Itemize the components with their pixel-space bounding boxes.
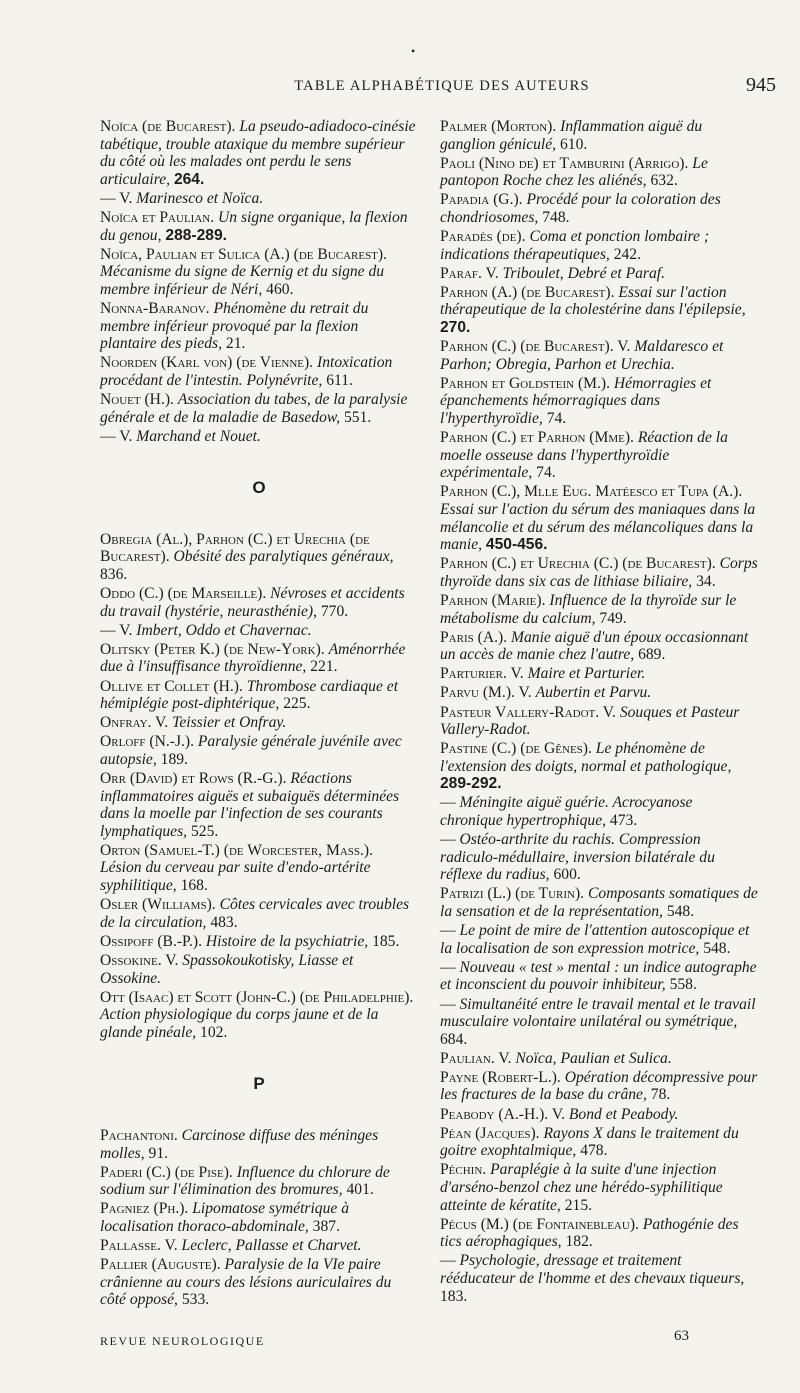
entry-page: 748. [542, 208, 570, 226]
entry-author: Paraf. V. [440, 264, 499, 282]
entry-author: — [440, 995, 456, 1013]
entry-author: Pastine (C.) (de Gênes). [440, 740, 592, 758]
index-entry [100, 678, 418, 713]
index-entry [100, 391, 418, 426]
entry-title: Action physiologique du corps jaune et de la glande pinéale, [100, 1006, 379, 1041]
index-entry [100, 989, 418, 1042]
index-entry [100, 770, 418, 840]
entry-page: 632. [650, 172, 678, 190]
entry-title: Réactions inflammatoires aiguës et subaiguës déterminées dans la moelle par l'infection de ses courants lymphatiques, [100, 770, 400, 840]
entry-title: Hémorragies et épanchements hémorragiques dans l'hyperthyroïdie, [440, 374, 712, 427]
journal-name: REVUE NEUROLOGIQUE [100, 1334, 265, 1348]
entry-page: 533. [181, 1291, 210, 1309]
index-entry [100, 190, 418, 208]
entry-page: 473. [609, 812, 638, 830]
entry-title: Souques et Pasteur Vallery-Radot. [440, 703, 740, 739]
entry-title: Pathogénie des tics aérophagiques, [440, 1215, 739, 1251]
index-entry [100, 933, 418, 951]
index-entry [100, 1256, 418, 1309]
entry-page: 289-292. [440, 775, 502, 793]
entry-author: Paulian. V. [440, 1049, 512, 1067]
entry-title: Thrombose cardiaque et hémiplégie post-diphtérique, [100, 677, 399, 713]
entry-author: — V. [100, 427, 133, 445]
index-entry [440, 118, 758, 153]
entry-author: Pagniez (Ph.). [100, 1200, 189, 1218]
entry-author: Nonna-Baranov. [100, 299, 210, 317]
entry-title: Le pantopon Roche chez les aliénés, [440, 154, 708, 190]
entry-author: Parhon (C.) (de Bucarest). V. [440, 338, 631, 356]
entry-page: 548. [703, 939, 731, 957]
entry-title: Paraplégie à la suite d'une injection d'arséno-benzol chez une hérédo-syphilitique atteinte de kératite, [440, 1161, 723, 1214]
entry-title: Teissier et Onfray. [172, 714, 287, 732]
index-entry [100, 1200, 418, 1235]
entry-author: — V. [100, 621, 133, 639]
entry-title: Histoire de la psychiatrie, [205, 932, 369, 950]
entry-title: Marinesco et Noïca. [136, 189, 264, 207]
entry-title: Leclerc, Pallasse et Charvet. [181, 1237, 362, 1255]
index-entry [100, 300, 418, 353]
entry-author: Noïca (de Bucarest). [100, 118, 236, 135]
entry-author: Osler (Williams). [100, 896, 216, 914]
entry-title: Lipomatose symétrique à localisation thoraco-abdominale, [100, 1200, 350, 1235]
entry-author: Noïca, Paulian et Sulica (A.) (de Bucarest). [100, 245, 387, 263]
index-entry [100, 641, 418, 676]
entry-title: Essai sur l'action thérapeutique de la cholestérine dans l'épilepsie, [440, 283, 746, 319]
entry-author: Pasteur Vallery-Radot. V. [440, 703, 616, 721]
index-entry [440, 375, 758, 428]
entry-title: Essai sur l'action du sérum des maniaques dans la mélancolie et du sérum des mélancoliques dans la manie, [440, 500, 756, 554]
entry-page: 770. [320, 602, 349, 620]
entry-title: Ostéo-arthrite du rachis. Compression radiculo-médullaire, inversion bilatérale du réflexe du radius, [440, 831, 715, 884]
entry-page: 525. [190, 822, 219, 840]
index-entry [440, 665, 758, 683]
entry-page: 185. [372, 932, 400, 950]
entry-author: — [440, 958, 456, 976]
index-entry [440, 1069, 758, 1104]
entry-title: Névroses et accidents du travail (hystérie, neurasthénie), [100, 585, 405, 620]
entry-page: 551. [343, 408, 372, 426]
index-entry [100, 209, 418, 244]
entry-author: — [440, 1252, 456, 1270]
entry-page: 610. [559, 135, 588, 153]
entry-page: 270. [440, 319, 471, 337]
entry-page: 74. [546, 410, 567, 427]
entry-title: Marchand et Nouet. [136, 427, 261, 445]
index-entry [100, 1164, 418, 1199]
entry-author: Pallasse. V. [100, 1237, 178, 1255]
entry-page: 264. [173, 170, 205, 188]
entry-title: Paralysie générale juvénile avec autopsie, [100, 733, 402, 768]
entry-author: Paderi (C.) (de Pise). [100, 1163, 233, 1181]
index-entry [440, 555, 758, 590]
page-title: TABLE ALPHABÉTIQUE DES AUTEURS [294, 78, 590, 94]
index-entry [440, 265, 758, 283]
index-entry [440, 704, 758, 739]
index-entry [440, 1252, 758, 1305]
entry-page: 450-456. [485, 536, 548, 554]
index-entry [100, 842, 418, 895]
entry-page: 387. [312, 1217, 340, 1235]
entry-title: Aménorrhée due à l'insuffisance thyroïdienne, [100, 640, 406, 676]
entry-page: 102. [200, 1023, 228, 1041]
entry-page: 34. [696, 572, 716, 590]
signature-number: 63 [674, 1328, 689, 1344]
index-entry [440, 740, 758, 793]
index-entry [440, 996, 758, 1049]
entry-author: Noorden (Karl von) (de Vienne). [100, 354, 314, 372]
entry-author: Orton (Samuel-T.) (de Worcester, Mass.). [100, 841, 374, 859]
entry-page: 74. [536, 464, 556, 482]
index-entry [100, 585, 418, 620]
entry-title: Bond et Peabody. [568, 1105, 679, 1123]
entry-title: Aubertin et Parvu. [535, 684, 652, 702]
entry-author: Orr (David) et Rows (R.-G.). [100, 770, 287, 787]
index-entry [100, 952, 418, 987]
entry-author: Pallier (Auguste). [100, 1256, 221, 1274]
page-header [108, 74, 776, 100]
entry-page: 749. [599, 609, 627, 627]
entry-title: Spassokoukotisky, Liasse et Ossokine. [100, 951, 354, 987]
entry-author: Parhon (Marie). [440, 591, 546, 609]
index-entry [440, 629, 758, 664]
entry-title: Carcinose diffuse des méninges molles, [100, 1127, 379, 1162]
section-heading-o: O [252, 478, 266, 498]
index-entry [440, 885, 758, 920]
index-entry [100, 1237, 418, 1255]
entry-author: — [440, 922, 456, 940]
entry-author: Paris (A.). [440, 628, 508, 646]
entry-author: Ott (Isaac) et Scott (John-C.) (de Philadelphie). [100, 988, 414, 1006]
index-entry [440, 831, 758, 884]
entry-page: 558. [669, 976, 697, 994]
entry-title: Procédé pour la coloration des chondriosomes, [440, 191, 721, 226]
entry-author: Obregia (Al.), Parhon (C.) et Urechia (de Bucarest). [100, 530, 370, 566]
entry-page: 288-289. [165, 226, 227, 244]
entry-author: Péan (Jacques). [440, 1124, 540, 1142]
entry-title: Nouveau « test » mental : un indice autographe et inconscient du pouvoir inhibiteur, [440, 958, 757, 994]
entry-title: Manie aiguë d'un époux occasionnant un accès de manie chez l'autre, [440, 628, 749, 664]
index-entry [440, 284, 758, 337]
entry-page: 611. [326, 371, 353, 389]
index-entry [440, 684, 758, 702]
index-entry [100, 733, 418, 768]
index-entry [100, 531, 418, 584]
entry-author: Parturier. V. [440, 665, 524, 683]
entry-title: Composants somatiques de la sensation et de la représentation, [440, 885, 758, 921]
entry-page: 78. [650, 1086, 671, 1104]
index-entry [440, 1050, 758, 1068]
entry-title: Rayons X dans le traitement du goitre exophtalmique, [440, 1124, 739, 1160]
entry-author: Parhon et Goldstein (M.). [440, 374, 610, 392]
index-entry [100, 1127, 418, 1162]
entry-page: 460. [266, 280, 294, 298]
entry-page: 221. [310, 658, 338, 676]
entry-title: Inflammation aiguë du ganglion géniculé, [440, 118, 703, 153]
entry-author: Olitsky (Peter K.) (de New-York). [100, 640, 325, 658]
entry-page: 183. [440, 1287, 468, 1305]
entry-author: Parhon (A.) (de Bucarest). [440, 283, 615, 301]
index-entry [440, 1106, 758, 1124]
entry-author: Nouet (H.). [100, 390, 174, 408]
entry-page: 600. [553, 866, 581, 884]
entry-title: Influence de la thyroïde sur le métabolisme du calcium, [440, 591, 737, 627]
entry-author: Peabody (A.-H.). V. [440, 1105, 565, 1123]
index-entry [440, 1161, 758, 1214]
entry-author: — [440, 794, 456, 812]
index-entry [440, 592, 758, 627]
entry-page: 483. [210, 913, 238, 931]
entry-title: Psychologie, dressage et traitement rééducateur de l'homme et des chevaux tiqueurs, [440, 1252, 745, 1287]
entry-title: Maldaresco et Parhon; Obregia, Parhon et Urechia. [440, 338, 724, 373]
index-entry [440, 228, 758, 263]
entry-author: Paradès (de). [440, 228, 526, 246]
entry-title: Obésité des paralytiques généraux, [173, 548, 394, 566]
entry-page: 21. [225, 335, 246, 353]
index-entry [440, 338, 758, 373]
printer-mark: • [411, 44, 416, 58]
entry-title: Noïca, Paulian et Sulica. [515, 1049, 672, 1067]
index-entry [100, 428, 418, 446]
index-entry [100, 714, 418, 732]
entry-author: — V. [100, 189, 133, 207]
entry-author: Palmer (Morton). [440, 118, 557, 135]
index-entry [440, 429, 758, 482]
index-entry [100, 896, 418, 931]
entry-page: 189. [160, 750, 188, 768]
entry-author: Payne (Robert-L.). [440, 1068, 561, 1086]
index-entry [440, 794, 758, 829]
entry-title: Triboulet, Debré et Paraf. [502, 264, 666, 282]
entry-page: 836. [100, 565, 128, 583]
entry-title: Phénomène du retrait du membre inférieur provoqué par la flexion plantaire des pieds, [100, 299, 369, 353]
entry-title: Maire et Parturier. [527, 665, 646, 683]
entry-author: Paoli (Nino de) et Tamburini (Arrigo). [440, 154, 689, 172]
entry-page: 225. [283, 695, 311, 713]
entry-title: Imbert, Oddo et Chavernac. [136, 621, 312, 639]
index-entry [440, 155, 758, 190]
entry-author: Parvu (M.). V. [440, 684, 532, 702]
index-entry [440, 483, 758, 553]
entry-page: 548. [666, 903, 695, 921]
entry-title: Intoxication procédant de l'intestin. Polynévrite, [100, 354, 393, 389]
entry-author: Papadia (G.). [440, 191, 523, 209]
entry-author: Pécus (M.) (de Fontainebleau). [440, 1215, 639, 1233]
entry-title: Le phénomène de l'extension des doigts, normal et pathologique, [440, 740, 732, 775]
section-heading-p: P [253, 1074, 265, 1094]
entry-title: Corps thyroïde dans six cas de lithiase biliaire, [440, 555, 758, 590]
entry-title: Le point de mire de l'attention autoscopique et la localisation de son expression motrice, [440, 922, 750, 957]
index-entry [100, 354, 418, 389]
entry-page: 182. [565, 1233, 593, 1251]
entry-author: Orloff (N.-J.). [100, 733, 194, 751]
index-entry [100, 118, 418, 188]
entry-author: Parhon (C.), Mlle Eug. Matéesco et Tupa (A.). [440, 483, 743, 501]
index-entry [100, 622, 418, 640]
entry-page: 215. [564, 1196, 593, 1214]
entry-page: 689. [638, 646, 666, 664]
entry-author: — [440, 831, 456, 849]
entry-author: Ossipoff (B.-P.). [100, 932, 202, 950]
entry-title: Côtes cervicales avec troubles de la circulation, [100, 896, 410, 931]
entry-author: Noïca et Paulian. [100, 208, 215, 226]
entry-page: 401. [346, 1181, 374, 1199]
index-entry [100, 246, 418, 299]
entry-title: Mécanisme du signe de Kernig et du signe du membre inférieur de Néri, [100, 263, 385, 298]
entry-title: Méningite aiguë guérie. Acrocyanose chronique hypertrophique, [440, 794, 693, 830]
entry-title: Coma et ponction lombaire ; indications thérapeutiques, [440, 228, 710, 263]
left-column [100, 118, 418, 1310]
entry-author: Ossokine. V. [100, 951, 179, 969]
entry-author: Parhon (C.) et Parhon (Mme). [440, 429, 634, 447]
entry-page: 91. [148, 1144, 169, 1162]
entry-title: Association du tabes, de la paralysie générale et de la maladie de Basedow, [100, 390, 408, 426]
entry-page: 242. [613, 245, 641, 263]
entry-author: Patrizi (L.) (de Turin). [440, 885, 585, 903]
index-entry [440, 1125, 758, 1160]
entry-title: Influence du chlorure de sodium sur l'élimination des bromures, [100, 1163, 390, 1199]
entry-author: Parhon (C.) et Urechia (C.) (de Bucarest). [440, 555, 716, 573]
index-entry [440, 191, 758, 226]
entry-author: Onfray. V. [100, 714, 169, 732]
entry-author: Oddo (C.) (de Marseille). [100, 585, 267, 603]
right-column [440, 118, 758, 1307]
entry-title: Opération décompressive pour les fractures de la base du crâne, [440, 1068, 758, 1104]
entry-page: 478. [580, 1142, 608, 1160]
entry-title: Paralysie de la VIe paire crânienne au cours des lésions auriculaires du côté opposé, [100, 1256, 392, 1309]
entry-author: Péchin. [440, 1161, 487, 1179]
entry-title: Simultanéité entre le travail mental et le travail musculaire volontaire unilatéral ou symétrique, [440, 995, 756, 1031]
entry-title: Un signe organique, la flexion du genou, [100, 208, 408, 244]
entry-author: Ollive et Collet (H.). [100, 677, 243, 695]
index-entry [440, 1216, 758, 1251]
entry-author: Pachantoni. [100, 1127, 178, 1144]
entry-title: Lésion du cerveau par suite d'endo-artérite syphilitique, [100, 859, 371, 895]
entry-page: 684. [440, 1030, 468, 1048]
entry-title: La pseudo-adiadoco-cinésie tabétique, trouble ataxique du membre supérieur du côté où les malades ont perdu le sens articulaire, [100, 118, 416, 188]
index-entry [440, 922, 758, 957]
entry-page: 168. [180, 877, 208, 895]
page-number: 945 [746, 74, 776, 96]
entry-title: Réaction de la moelle osseuse dans l'hyperthyroïdie expérimentale, [440, 429, 728, 482]
index-entry [440, 959, 758, 994]
